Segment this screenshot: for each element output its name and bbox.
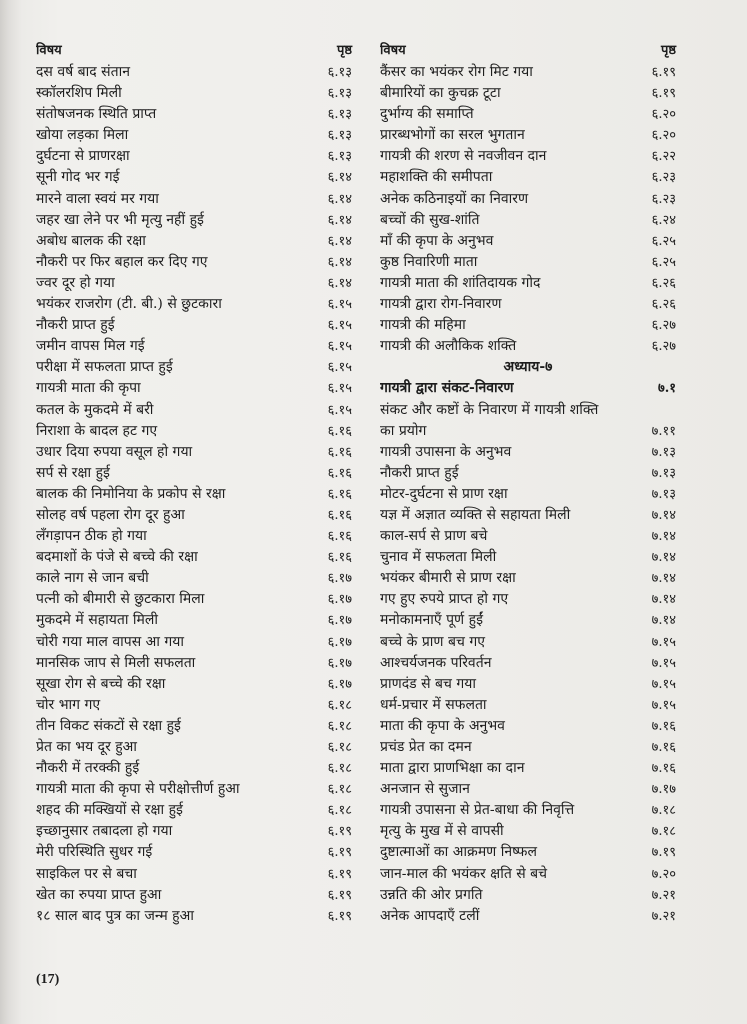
toc-entry-title: बच्चों की सुख-शांति: [380, 211, 480, 228]
toc-entry-page: ७.२०: [651, 866, 676, 882]
toc-entry-page: ७.१७: [651, 782, 676, 798]
toc-entry-title: कुष्ठ निवारिणी माता: [380, 253, 478, 270]
toc-entry-page: ६.१३: [327, 65, 352, 80]
toc-entry-page: ७.११: [651, 423, 676, 439]
toc-entry-page: ६.२०: [651, 128, 676, 144]
toc-entry-title: गायत्री माता की कृपा: [36, 380, 141, 397]
toc-entry-page: ६.१६: [327, 465, 352, 481]
toc-entry[interactable]: [36, 864, 352, 885]
toc-entry[interactable]: [36, 526, 352, 547]
toc-entry-page: ६.१३: [327, 86, 352, 102]
toc-entry[interactable]: [380, 864, 676, 885]
toc-entry-page: ७.१६: [651, 740, 676, 755]
toc-entry-page: ६.१८: [327, 718, 352, 734]
page-number: (17): [36, 972, 60, 987]
toc-entry-title: उधार दिया रुपया वसूल हो गया: [36, 443, 193, 460]
toc-entry-title: अनेक कठिनाइयों का निवारण: [380, 190, 529, 207]
toc-entry-title: प्राणदंड से बच गया: [380, 675, 476, 692]
toc-entry[interactable]: [380, 231, 676, 252]
toc-entry[interactable]: [36, 779, 352, 800]
toc-entry-title: लँगड़ापन ठीक हो गया: [36, 528, 147, 545]
toc-entry-page: ६.१६: [327, 423, 352, 439]
toc-entry-title: साइकिल पर से बचा: [36, 865, 137, 882]
toc-entry-title: शहद की मक्खियों से रक्षा हुई: [36, 802, 183, 819]
toc-entry-page: ६.१६: [327, 486, 352, 502]
toc-entry-page: ६.२७: [651, 339, 676, 355]
toc-entry[interactable]: [380, 252, 676, 273]
toc-entry-title: बालक की निमोनिया के प्रकोप से रक्षा: [36, 485, 226, 502]
toc-entry-page: ६.१७: [327, 571, 352, 587]
toc-entry-title: मोटर-दुर्घटना से प्राण रक्षा: [380, 485, 508, 502]
toc-entry-title-line1: संकट और कष्टों के निवारण में गायत्री शक्ति: [380, 401, 599, 418]
toc-entry-title: गायत्री की शरण से नवजीवन दान: [380, 148, 547, 165]
toc-entry-page: ६.१९: [327, 866, 352, 882]
toc-entry-title: दुष्टात्माओं का आक्रमण निष्फल: [380, 844, 537, 861]
toc-entry-page: ६.१९: [651, 86, 676, 102]
toc-entry[interactable]: [380, 821, 676, 842]
toc-entry-page: ६.१९: [651, 65, 676, 80]
toc-entry-page: ६.२३: [651, 170, 676, 186]
subject-header: विषय: [36, 43, 62, 58]
toc-entry-page: ६.१७: [327, 613, 352, 629]
toc-entry-page: ६.१७: [327, 676, 352, 692]
toc-entry-title: धर्म-प्रचार में सफलता: [380, 696, 487, 713]
toc-entry-page: ६.१५: [327, 381, 352, 397]
toc-entry-page: ६.१९: [327, 845, 352, 861]
toc-entry[interactable]: [380, 146, 676, 167]
toc-entry[interactable]: [36, 167, 352, 188]
toc-entry[interactable]: [36, 758, 352, 779]
toc-entry-page: ७.१८: [651, 803, 676, 819]
toc-entry-title: गायत्री की अलौकिक शक्ति: [380, 338, 517, 355]
toc-entry-title: आश्चर्यजनक परिवर्तन: [380, 654, 492, 671]
toc-entry-page: ७.१४: [651, 507, 676, 523]
toc-entry[interactable]: [380, 674, 676, 695]
toc-entry[interactable]: [36, 842, 352, 863]
toc-entry-page: ७.१४: [651, 592, 676, 608]
toc-entry-page: ६.१४: [327, 275, 352, 291]
toc-entry[interactable]: [380, 842, 676, 863]
toc-entry-title: संतोषजनक स्थिति प्राप्त: [36, 106, 157, 123]
toc-entry[interactable]: [36, 231, 352, 252]
toc-entry[interactable]: [380, 463, 676, 484]
toc-entry[interactable]: [380, 505, 676, 526]
toc-entry-page: ६.१६: [327, 507, 352, 523]
toc-entry-page: ७.१४: [651, 550, 676, 566]
toc-entry-title: माँ की कृपा के अनुभव: [380, 232, 494, 249]
toc-entry[interactable]: [380, 737, 676, 758]
toc-entry-page: ६.१७: [327, 634, 352, 650]
toc-entry-title: जान-माल की भयंकर क्षति से बचे: [380, 865, 548, 882]
toc-entry[interactable]: [36, 632, 352, 653]
toc-entry-page: ६.२५: [651, 233, 676, 249]
toc-entry[interactable]: [380, 906, 676, 927]
toc-entry-title: काल-सर्प से प्राण बचे: [380, 528, 488, 545]
toc-entry-page: ६.१५: [327, 339, 352, 355]
toc-entry-title: कतल के मुकदमे में बरी: [36, 401, 154, 418]
toc-entry-title: दस वर्ष बाद संतान: [36, 64, 131, 80]
toc-entry-page: ७.१६: [651, 718, 676, 734]
toc-entry[interactable]: [36, 294, 352, 315]
toc-entry[interactable]: [380, 336, 676, 357]
toc-entry[interactable]: [380, 62, 676, 83]
toc-entry[interactable]: [380, 695, 676, 716]
toc-entry-page: ६.१३: [327, 128, 352, 144]
toc-entry[interactable]: [380, 589, 676, 610]
toc-entry[interactable]: [380, 885, 676, 906]
toc-entry-page: ६.२५: [651, 254, 676, 270]
toc-entry-page: ७.१५: [651, 634, 676, 650]
toc-entry[interactable]: [36, 357, 352, 378]
toc-entry-page: ७.१४: [651, 571, 676, 587]
toc-entry[interactable]: [36, 378, 352, 399]
toc-entry[interactable]: [36, 674, 352, 695]
toc-entry-page: ६.१७: [327, 592, 352, 608]
chapter-title-entry[interactable]: [380, 378, 676, 399]
toc-entry-title: अनेक आपदाएँ टलीं: [380, 907, 480, 924]
toc-entry[interactable]: [380, 294, 676, 315]
toc-entry[interactable]: [380, 758, 676, 779]
toc-entry-page: ६.१७: [327, 655, 352, 671]
toc-entry-title: मुकदमे में सहायता मिली: [36, 612, 159, 629]
toc-entry-title: १८ साल बाद पुत्र का जन्म हुआ: [36, 907, 194, 924]
toc-entry-page: ६.२२: [651, 149, 676, 165]
toc-entry-page: ६.१९: [327, 887, 352, 903]
toc-entry[interactable]: [36, 821, 352, 842]
toc-entry[interactable]: [36, 653, 352, 674]
toc-entry[interactable]: [36, 885, 352, 906]
toc-entry-title: अबोध बालक की रक्षा: [36, 232, 146, 249]
toc-entry-multiline[interactable]: [380, 400, 676, 442]
toc-entry[interactable]: [36, 568, 352, 589]
toc-entry-page: ६.१८: [327, 782, 352, 798]
toc-column-left: [36, 40, 352, 927]
toc-entry-page: ६.१६: [327, 550, 352, 566]
toc-entry-page: ७.१८: [651, 824, 676, 840]
toc-entry-page: ७.२१: [651, 887, 676, 903]
toc-entry[interactable]: [380, 800, 676, 821]
toc-entry-title: मानसिक जाप से मिली सफलता: [36, 654, 196, 671]
toc-entry-title: चुनाव में सफलता मिली: [380, 549, 497, 566]
toc-entry-page: ६.२४: [651, 212, 676, 228]
toc-entry[interactable]: [380, 83, 676, 104]
toc-entry-title: सर्प से रक्षा हुई: [36, 464, 110, 481]
toc-entry-page: ६.१८: [327, 803, 352, 819]
toc-entry-page: ६.१४: [327, 212, 352, 228]
toc-entry-title: नौकरी में तरक्की हुई: [36, 760, 140, 777]
toc-entry[interactable]: [36, 400, 352, 421]
toc-entry[interactable]: [36, 421, 352, 442]
page-header: पृष्ठ: [660, 43, 676, 58]
toc-entry-title: भयंकर बीमारी से प्राण रक्षा: [380, 570, 516, 587]
toc-entry[interactable]: [36, 463, 352, 484]
toc-entry-title: माता द्वारा प्राणभिक्षा का दान: [380, 760, 525, 777]
toc-entry-page: ६.१४: [327, 254, 352, 270]
toc-entry-title: चोर भाग गए: [36, 696, 101, 713]
toc-entry-page: ६.१८: [327, 697, 352, 713]
toc-entry-title: मनोकामनाएँ पूर्ण हुईं: [380, 612, 483, 629]
toc-entry-page: ६.१५: [327, 402, 352, 418]
toc-entry-page: ६.१५: [327, 297, 352, 313]
toc-entry-title: जहर खा लेने पर भी मृत्यु नहीं हुई: [36, 211, 204, 228]
toc-entry[interactable]: [36, 484, 352, 505]
toc-entry-title: कैंसर का भयंकर रोग मिट गया: [380, 64, 533, 80]
toc-entry[interactable]: [380, 189, 676, 210]
chapter-heading: अध्याय-७: [503, 359, 553, 376]
toc-entry-title: बीमारियों का कुचक्र टूटा: [380, 85, 501, 102]
toc-entry-title: परीक्षा में सफलता प्राप्त हुई: [36, 359, 173, 376]
toc-entry[interactable]: [380, 526, 676, 547]
toc-entry-page: ७.१४: [651, 529, 676, 545]
toc-entry-title: दुर्भाग्य की समाप्ति: [380, 106, 474, 123]
toc-entry[interactable]: [380, 442, 676, 463]
toc-entry[interactable]: [36, 125, 352, 146]
column-header: [380, 40, 676, 62]
toc-entry-page: ६.१३: [327, 149, 352, 165]
subject-header: विषय: [380, 43, 406, 58]
toc-entry-title: गायत्री की महिमा: [380, 317, 466, 334]
toc-entry-title: गायत्री उपासना से प्रेत-बाधा की निवृत्ति: [380, 802, 575, 819]
toc-entry[interactable]: [380, 568, 676, 589]
toc-entry-page: ६.२६: [651, 297, 676, 313]
toc-entry[interactable]: [36, 800, 352, 821]
toc-entry-page: ६.२७: [651, 318, 676, 334]
toc-entry-title: मृत्यु के मुख में से वापसी: [380, 823, 504, 840]
toc-entry-title: प्रचंड प्रेत का दमन: [380, 739, 472, 755]
toc-entry[interactable]: [36, 146, 352, 167]
toc-entry[interactable]: [380, 315, 676, 336]
toc-entry-page: ७.१: [657, 381, 676, 397]
toc-entry[interactable]: [380, 484, 676, 505]
toc-entry-title: नौकरी प्राप्त हुई: [36, 317, 115, 334]
toc-entry-title: सोलह वर्ष पहला रोग दूर हुआ: [36, 506, 185, 523]
toc-entry-page: ६.१४: [327, 191, 352, 207]
toc-entry-title: खेत का रुपया प्राप्त हुआ: [36, 886, 162, 903]
toc-entry-title: गायत्री उपासना के अनुभव: [380, 443, 512, 460]
toc-entry[interactable]: [36, 315, 352, 336]
toc-entry-title: बच्चे के प्राण बच गए: [380, 633, 485, 650]
toc-entry-page: ७.१६: [651, 761, 676, 777]
toc-entry-title: गायत्री द्वारा संकट-निवारण: [380, 380, 514, 397]
toc-entry-title: उन्नति की ओर प्रगति: [380, 886, 483, 903]
toc-entry[interactable]: [36, 442, 352, 463]
toc-entry-title: तीन विकट संकटों से रक्षा हुई: [36, 717, 181, 734]
page-header: पृष्ठ: [336, 43, 352, 58]
toc-entry-title: बदमाशों के पंजे से बच्चे की रक्षा: [36, 549, 198, 566]
toc-entry-title: खोया लड़का मिला: [36, 127, 129, 144]
toc-entry-page: ७.१३: [651, 486, 676, 502]
toc-entry[interactable]: [36, 210, 352, 231]
toc-entry-title: सूनी गोद भर गई: [36, 169, 120, 186]
toc-entry-page: ६.१४: [327, 233, 352, 249]
toc-entry-page: ६.१४: [327, 170, 352, 186]
toc-entry-page: ६.१६: [327, 444, 352, 460]
toc-entry[interactable]: [380, 125, 676, 146]
toc-entry-title: गए हुए रुपये प्राप्त हो गए: [380, 591, 509, 608]
toc-entry-title: प्रारब्धभोगों का सरल भुगतान: [380, 127, 525, 144]
toc-entry-title: गायत्री माता की कृपा से परीक्षोत्तीर्ण हुआ: [36, 781, 240, 798]
toc-entry-page: ६.२६: [651, 275, 676, 291]
toc-entry-title: अनजान से सुजान: [380, 781, 470, 798]
toc-entry-title: जमीन वापस मिल गई: [36, 338, 145, 355]
toc-entry[interactable]: [36, 610, 352, 631]
toc-entry-page: ७.१५: [651, 676, 676, 692]
toc-entry[interactable]: [36, 273, 352, 294]
toc-entry[interactable]: [36, 737, 352, 758]
toc-entry-title: काले नाग से जान बची: [36, 570, 149, 587]
toc-entry-page: ६.१३: [327, 107, 352, 123]
toc-entry-page: ६.१९: [327, 908, 352, 924]
column-header: [36, 40, 352, 62]
toc-entry[interactable]: [36, 252, 352, 273]
toc-entry-page: ७.१३: [651, 444, 676, 460]
toc-entry[interactable]: [380, 779, 676, 800]
toc-entry-page: ६.१९: [327, 824, 352, 840]
toc-entry-title: मेरी परिस्थिति सुधर गई: [36, 844, 153, 861]
toc-entry-title: स्कॉलरशिप मिली: [36, 85, 122, 102]
toc-entry[interactable]: [380, 273, 676, 294]
toc-entry[interactable]: [380, 210, 676, 231]
toc-entry-page: ७.१३: [651, 465, 676, 481]
toc-entry[interactable]: [380, 716, 676, 737]
toc-entry[interactable]: [380, 610, 676, 631]
toc-entry[interactable]: [36, 505, 352, 526]
toc-entry-title: मारने वाला स्वयं मर गया: [36, 190, 159, 207]
toc-entry-page: ६.१८: [327, 761, 352, 777]
toc-entry-title: सूखा रोग से बच्चे की रक्षा: [36, 675, 166, 692]
toc-entry-title-line2: का प्रयोग: [380, 422, 427, 439]
toc-entry[interactable]: [380, 653, 676, 674]
toc-entry-title: नौकरी पर फिर बहाल कर दिए गए: [36, 253, 208, 270]
toc-entry-page: ६.१६: [327, 529, 352, 545]
toc-entry-title: यज्ञ में अज्ञात व्यक्ति से सहायता मिली: [380, 506, 571, 523]
toc-entry[interactable]: [36, 589, 352, 610]
toc-entry-title: महाशक्ति की समीपता: [380, 169, 493, 186]
toc-entry-page: ७.१५: [651, 655, 676, 671]
toc-entry-page: ६.२०: [651, 107, 676, 123]
toc-entry[interactable]: [36, 83, 352, 104]
toc-entry-page: ६.१८: [327, 740, 352, 755]
toc-entry-title: इच्छानुसार तबादला हो गया: [36, 823, 173, 840]
toc-entry[interactable]: [36, 716, 352, 737]
toc-entry-page: ६.१५: [327, 360, 352, 376]
toc-entry-title: दुर्घटना से प्राणरक्षा: [36, 148, 130, 165]
toc-entry-page: ६.१५: [327, 318, 352, 334]
toc-entry[interactable]: [36, 695, 352, 716]
toc-entry-title: माता की कृपा के अनुभव: [380, 717, 505, 734]
toc-entry-page: ६.२३: [651, 191, 676, 207]
toc-entry-title: पत्नी को बीमारी से छुटकारा मिला: [36, 591, 205, 608]
toc-entry-title: गायत्री माता की शांतिदायक गोद: [380, 274, 541, 291]
toc-entry-title: प्रेत का भय दूर हुआ: [36, 739, 137, 755]
toc-entry-title: निराशा के बादल हट गए: [36, 422, 158, 439]
toc-entry[interactable]: [380, 547, 676, 568]
toc-entry[interactable]: [380, 104, 676, 125]
toc-entry-page: ७.१५: [651, 697, 676, 713]
toc-entry-title: ज्वर दूर हो गया: [36, 274, 115, 291]
toc-entry[interactable]: [36, 189, 352, 210]
toc-entry-title: नौकरी प्राप्त हुई: [380, 464, 459, 481]
toc-entry[interactable]: [36, 336, 352, 357]
toc-column-right: [380, 40, 676, 927]
toc-entry-page: ७.१९: [651, 845, 676, 861]
toc-entry-page: ७.१४: [651, 613, 676, 629]
toc-entry[interactable]: [380, 167, 676, 188]
toc-entry[interactable]: [36, 62, 352, 83]
toc-entry[interactable]: [36, 104, 352, 125]
toc-entry[interactable]: [380, 632, 676, 653]
toc-entry[interactable]: [36, 906, 352, 927]
toc-entry-title: चोरी गया माल वापस आ गया: [36, 633, 184, 650]
toc-entry[interactable]: [36, 547, 352, 568]
toc-entry-title: गायत्री द्वारा रोग-निवारण: [380, 296, 502, 313]
toc-entry-title: भयंकर राजरोग (टी. बी.) से छुटकारा: [36, 296, 222, 313]
toc-entry-page: ७.२१: [651, 908, 676, 924]
